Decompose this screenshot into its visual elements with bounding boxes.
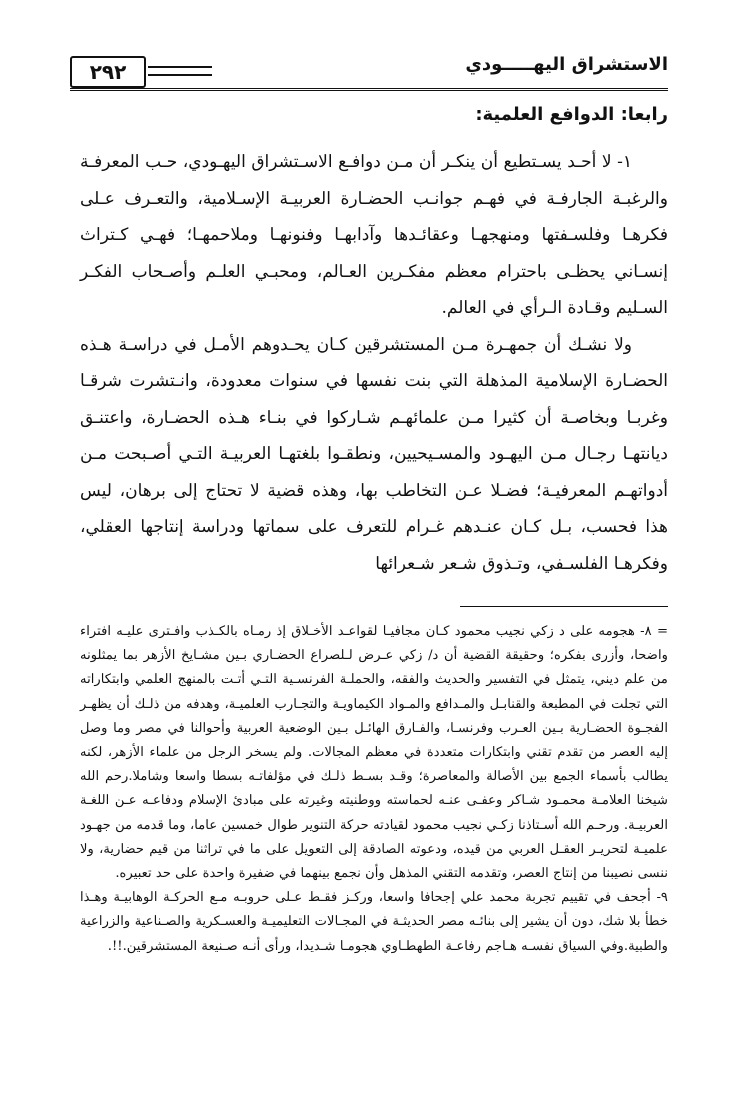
header-decoration bbox=[148, 66, 212, 82]
section-heading: رابعا: الدوافع العلمية: bbox=[475, 104, 668, 125]
page-number: ٢٩٢ bbox=[70, 56, 146, 88]
running-title: الاستشراق اليهـــــودي bbox=[465, 54, 668, 75]
footnote-item: = ٨- هجومه على د زكي نجيب محمود كـان مجافيـا لقواعـد الأخـلاق إذ رمـاه بالكـذب وافـترى عليـه افتراء واضحا، وأزرى بفكره؛ وحقيقة القضية أن د/ زكي عـرض لـلصراع الحضـاري بـين مشـايخ الأزهر بما يمثلونه من علم ديني، يتمثل في التفسير والحديث والفقه، والحملـة الفرنسـية التـي أتـت بالمنهج العلمي وابتكاراته التي تجلت في المطبعة والقنابـل والمـدافع والمـواد الكيماويـة والتجـارب العلميـة، وهدفه من ذلـك أن يظهـر الفجـوة الحضـارية بـين العـرب وفرنسـا، والفـارق الهائـل بـين الوضعية العربية وأحوالنا في مصر وما وصل إليه العصر من تقدم تقني وابتكارات متعددة في معظم المجالات. ولم يسخر الرجل من علماء الأزهر، لكنه يطالب بأسماء الجمع بين الأصالة والمعاصرة؛ وقـد بسـط ذلـك في مؤلفاتـه بسطا واسعا وشاملا.رحم الله شيخنا العلامـة محمـود شـاكر وعفـى عنـه لحماسته ووطنيته وغيرته على مبادئ الإسلام ودفاعـه عـن اللغـة العربيـة. ورحـم الله أسـتاذنا زكـي نجيب محمود لقيادته حركة التنوير طوال خمسين عاما، وما قدمه من جهـود علميـة لتحريـر العقـل العربي من قيده، ودعوته الصادقة إلى التعويل على ما في تراثنا من قيم حضارية، ولا ننسى نصيبنا من إنتاج العصر، وتقدمه التقني المذهل وأن نجمع بينهما في ضفيرة واحدة على حد تعبيره. bbox=[80, 624, 668, 882]
footnotes bbox=[80, 620, 668, 959]
header-rule bbox=[70, 88, 668, 91]
paragraph: ١- لا أحـد يسـتطيع أن ينكـر أن مـن دوافـع الاسـتشراق اليهـودي، حـب المعرفـة والرغبـة الجارفـة في فهـم جوانـب الحضـارة العربيـة الإسـلامية، والتعـرف عـلى فكرهـا وفلسـفتها ومنهجهـا وعقائـدها وآدابهـا وفنونهـا وملاحمهـا؛ فهـي كـتراث إنسـاني يحظـى باحترام معظم مفكـرين العـالم، ومحبـي العلـم وأصـحاب الفكـر السـليم وقـادة الـرأي في العالم. bbox=[80, 152, 668, 318]
paragraph: ولا نشـك أن جمهـرة مـن المستشرقين كـان يحـدوهم الأمـل في دراسـة هـذه الحضـارة الإسلامية المذهلة التي بنت نفسها في سنوات معدودة، وانـتشرت شرقـا وغربـا وبخاصـة أن كثيرا مـن علمائهـم شـاركوا في بنـاء هـذه الحضـارة، واعتنـق ديانتهـا رجـال مـن اليهـود والمسـيحيين، ونطقـوا بلغتهـا العربيـة التـي أصـبحت مـن أدواتهـم المعرفيـة؛ فضـلا عـن التخاطب بها، وهذه قضية لا تحتاج إلى برهان، ليس هذا فحسب، بـل كـان عنـدهم غـرام للتعرف على سماتها ودراسة إنتاجها العقلي، وفكرهـا الفلسـفي، وتـذوق شـعر شـعرائها bbox=[80, 334, 668, 574]
footnote-item: ٩- أجحف في تقييم تجربة محمد علي إجحافا واسعا، وركـز فقـط عـلى حروبـه مـع الحركـة الوهابيـة وهـذا خطأ بلا شك، دون أن يشير إلى بنائـه مصر الحديثـة في المجـالات التعليميـة والعسـكرية والصـناعية والزراعية والطبية.وفي السياق نفسـه هـاجم رفاعـة الطهطـاوي هجومـا شـديدا، ورأى أنـه صـنيعة المستشرقين.!!. bbox=[80, 890, 668, 954]
footnote-separator bbox=[460, 606, 668, 607]
page-header bbox=[70, 50, 668, 94]
body-text bbox=[80, 144, 668, 582]
